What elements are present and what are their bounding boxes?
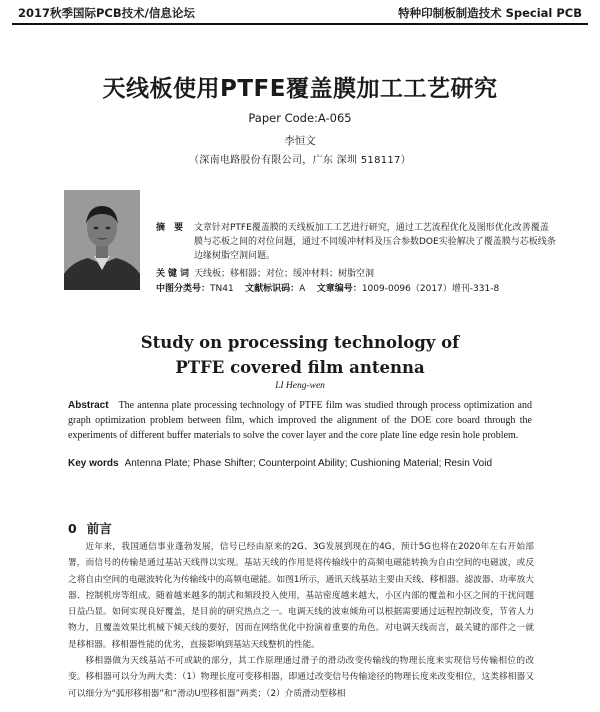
paragraph: 移相器做为天线基站不可或缺的部分，其工作原理通过滑子的滑动改变传输线的物理长度来实现信号传输相位的改变。移相器可以分为两大类：（1）物理长度可变移相器，即通过改变信号传输途径的物理长度来改变相位，这类移相器又可以细分为“弧形移相器”和“滑动U型移相器”两类；（2）介质滑动型移相 (68, 656, 534, 699)
keywords-cn-text: 天线板；移相器；对位；缓冲材料；树脂空洞 (194, 269, 375, 279)
title-en-line1: Study on processing technology of (140, 333, 460, 352)
keywords-en (68, 456, 532, 471)
author-cn: 李恒文 (284, 135, 316, 147)
article-no-label: 文章编号： (316, 284, 362, 294)
author-en: LI Heng-wen (275, 381, 325, 391)
abstract-cn-text: 文章针对PTFE覆盖膜的天线板加工工艺进行研究，通过工艺流程优化及图形优化改善覆盖膜与芯板之间的对位问题，通过不同缓冲材料及压合参数DOE实验解决了覆盖膜与芯板线条边缘树脂空洞问题。 (194, 223, 556, 261)
abstract-en (68, 398, 532, 443)
section-header: 特种印制板制造技术 Special PCB (398, 6, 582, 20)
abstract-cn (156, 221, 556, 263)
keywords-cn (156, 266, 374, 279)
keywords-cn-label: 关键词 (156, 269, 193, 279)
abstract-en-text: The antenna plate processing technology of PTFE film was studied through process optimization and graph optimization problem between film, which improved the alignment of the DOE core board through the experiments of different buffer materials to solve the cover layer and the core plate line edge resin hole problem. (68, 400, 532, 441)
doc-code-value: A (299, 284, 306, 294)
doc-code-label: 文献标识码： (245, 284, 300, 294)
paper-title-en (0, 330, 600, 380)
section-heading (68, 519, 112, 537)
author-photo (64, 190, 140, 290)
keywords-en-text: Antenna Plate; Phase Shifter; Counterpoint Ability; Cushioning Material; Resin Void (124, 458, 493, 469)
journal-header: 2017秋季国际PCB技术/信息论坛 (18, 6, 195, 20)
clc-value: TN41 (210, 284, 234, 294)
article-no-value: 1009-0096（2017）增刊-331-8 (361, 284, 500, 294)
abstract-en-label: Abstract (68, 400, 109, 411)
clc-label: 中图分类号： (156, 284, 211, 294)
body-text (68, 539, 534, 702)
section-number: 0 (68, 521, 77, 536)
classification-line (156, 281, 499, 294)
keywords-en-label: Key words (68, 458, 119, 469)
paper-title-cn: 天线板使用PTFE覆盖膜加工工艺研究 (102, 76, 498, 102)
paper-code: Paper Code:A-065 (248, 111, 352, 125)
section-title: 前言 (86, 521, 112, 536)
affiliation-cn: （深南电路股份有限公司，广东 深圳 518117） (188, 155, 412, 166)
abstract-cn-label: 摘 要 (156, 223, 187, 233)
header-divider (12, 23, 588, 25)
paragraph: 近年来，我国通信事业蓬勃发展，信号已经由原来的2G、3G发展到现在的4G，预计5G也将在2020年左右开始部署，而信号的传输是通过基站天线得以实现。基站天线的作用是将传输线中的高频电磁能转换为自由空间的电磁波，或反之将自由空间的电磁波转化为传输线中的高频电磁能。如图1所示，通讯天线基站主要由天线、移相器、滤波器、功率放大器、控制机房等组成。随着越来越多的制式和频段投入使用，基站密度越来越大，小区内部的覆盖和小区之间的干扰问题日益凸显。如何实现良好覆盖，是目前的研究热点之一。电调天线的波束倾角可以根据需要通过远程控制改变，节省人力物力，且覆盖效果比机械下倾天线的要好，因而在网络优化中扮演着重要的角色。对电调天线而言，最关键的部件之一就是移相器。移相器性能的优劣，直接影响到基站天线整机的性能。 (68, 542, 534, 650)
title-en-line2: PTFE covered film antenna (175, 358, 425, 377)
